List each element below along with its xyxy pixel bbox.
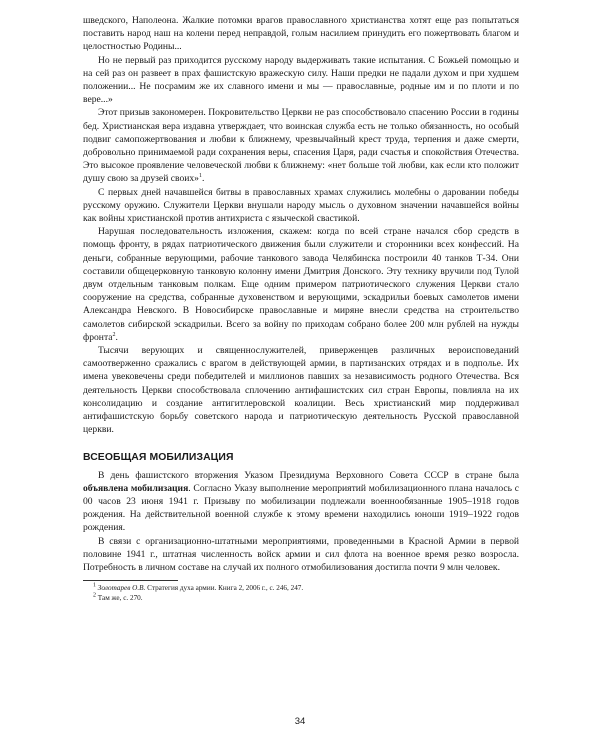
section-paragraph-1	[83, 469, 519, 535]
paragraph-2: Но не первый раз приходится русскому народу выдерживать такие испытания. С Божьей помощью и на сей раз он развеет в прах фашистскую вражескую силу. Наши предки не падали духом и при худшем положении... Не посрамим же их славного имени и мы — православные, родные им и по плоти и по вере...»	[83, 54, 519, 106]
paragraph-5-text: Нарушая последовательность изложения, скажем: когда по всей стране начался сбор средств в помощь фронту, в рядах патриотического движения были служители и сторонники всех конфессий. На деньги, собранные верующими, рабочие танкового завода Челябинска построили 40 танков Т-34. Они составили общецерковную танковую колонну имени Дмитрия Донского. Эту технику вручили под Тулой двум отдельным танковым полкам. Еще одним примером патриотического служения Церкви стало сооружение на средства, собранные духовенством и верующими, эскадрильи боевых самолетов имени Александра Невского. В Новосибирске православные и миряне внесли средства на строительство самолетов сибирской эскадрильи. Всего за войну по приходам собрано более 200 млн рублей на нужды фронта	[83, 226, 519, 343]
paragraph-5: Нарушая последовательность изложения, скажем: когда по всей стране начался сбор средств в помощь фронту, в рядах патриотического движения были служители и сторонники всех конфессий. На деньги, собранные верующими, рабочие танкового завода Челябинска построили 40 танков Т-34. Они составили общецерковную танковую колонну имени Дмитрия Донского. Эту технику вручили под Тулой двум отдельным танковым полкам. Еще одним примером патриотического служения Церкви стало сооружение на средства, собранные духовенством и верующими, эскадрильи боевых самолетов имени Александра Невского. В Новосибирске православные и миряне внесли средства на строительство самолетов сибирской эскадрильи. Всего за войну по приходам собрано более 200 млн рублей на нужды фронта$^2$.	[83, 226, 519, 343]
footnote-ref-1[interactable]: 1	[198, 173, 202, 180]
footnote-1-text: Стратегия духа армии. Книга 2, 2006 г., с. 246, 247.	[145, 584, 304, 593]
section-paragraph-1-end: . Согласно Указу выполнение мероприятий мобилизационного плана началось с 00 часов 23 июня 1941 г. Призыву по мобилизации подлежали военнообязанные 1905–1918 годов рождения. На действительной военной службе к этому времени находились юноши 1919–1922 годов рождения.	[83, 482, 519, 534]
paragraph-1: шведского, Наполеона. Жалкие потомки врагов православного христианства хотят еще раз попытаться поставить народ наш на колени перед неправдой, голым насилием принудить его пожертвовать благом и целостностью Родины...	[83, 15, 519, 53]
page-content	[83, 14, 519, 603]
mobilization-emphasis: объявлена мобилизация	[83, 482, 189, 494]
footnote-ref-2[interactable]: 2	[112, 331, 116, 338]
footnote-1-author: Золотарев О.В.	[97, 584, 146, 593]
paragraph-6: Тысячи верующих и священнослужителей, приверженцев различных вероисповеданий самоотверженно сражались с врагом в действующей армии, в партизанских отрядах и в подполье. Их имена увековечены среди победителей и миллионов павших за независимость родного Отечества. Вся деятельность Церкви способствовала сплочению антифашистских сил стран Европы, повлияла на их консолидацию и создание антигитлеровской коалиции. Весь христианский мир поддерживал антифашистскую борьбу советского народа и патриотическую деятельность Русской православной церкви.	[83, 345, 519, 436]
section-heading: ВСЕОБЩАЯ МОБИЛИЗАЦИЯ	[83, 451, 234, 463]
footnote-2-mark: 2	[93, 592, 96, 599]
paragraph-3-text: Этот призыв закономерен. Покровительство Церкви не раз способствовало спасению России в годины бед. Христианская вера издавна утверждает, что воинская служба есть не только обязанность, но особый подвиг самопожертвования и любви к ближнему, чрезвычайный крест труда, терпения и даже смерти, добровольно принимаемой ради сохранения веры, спасения Царя, ради счастья и спокойствия Отечества. Это высокое проявление человеческой любви к ближнему: «нет больше той любви, как если кто положит душу свою за друзей своих»	[83, 107, 519, 185]
section-paragraph-2: В связи с организационно-штатными мероприятиями, проведенными в Красной Армии в первой половине 1941 г., штатная численность войск армии и сил флота на военное время резко возросла. Потребность в личном составе на случай их полного отмобилизования достигла почти 9 млн человек.	[83, 535, 519, 573]
paragraph-3: Этот призыв закономерен. Покровительство Церкви не раз способствовало спасению России в годины бед. Христианская вера издавна утверждает, что воинская служба есть не только обязанность, но особый подвиг самопожертвования и любви к ближнему, чрезвычайный крест труда, терпения и даже смерти, добровольно принимаемой ради сохранения веры, спасения Царя, ради счастья и спокойствия Отечества. Это высокое проявление человеческой любви к ближнему: «нет больше той любви, как если кто положит душу свою за друзей своих»$^1$.	[83, 107, 519, 185]
section-paragraph-1-start: В день фашистского вторжения Указом Президиума Верховного Совета СССР в стране была	[98, 469, 519, 481]
paragraph-4: С первых дней начавшейся битвы в православных храмах служились молебны о даровании победы русскому оружию. Служители Церкви внушали народу мысль о духовном значении начавшейся войны как войны христианской против антихриста с языческой свастикой.	[83, 186, 519, 225]
footnote-2-text: Там же, с. 270.	[96, 593, 143, 602]
footnote-2	[93, 594, 519, 603]
footnote-1-mark: 1	[93, 582, 96, 589]
footnote-divider	[83, 580, 178, 581]
footnote-1	[93, 584, 519, 593]
page-number: 34	[294, 716, 306, 727]
